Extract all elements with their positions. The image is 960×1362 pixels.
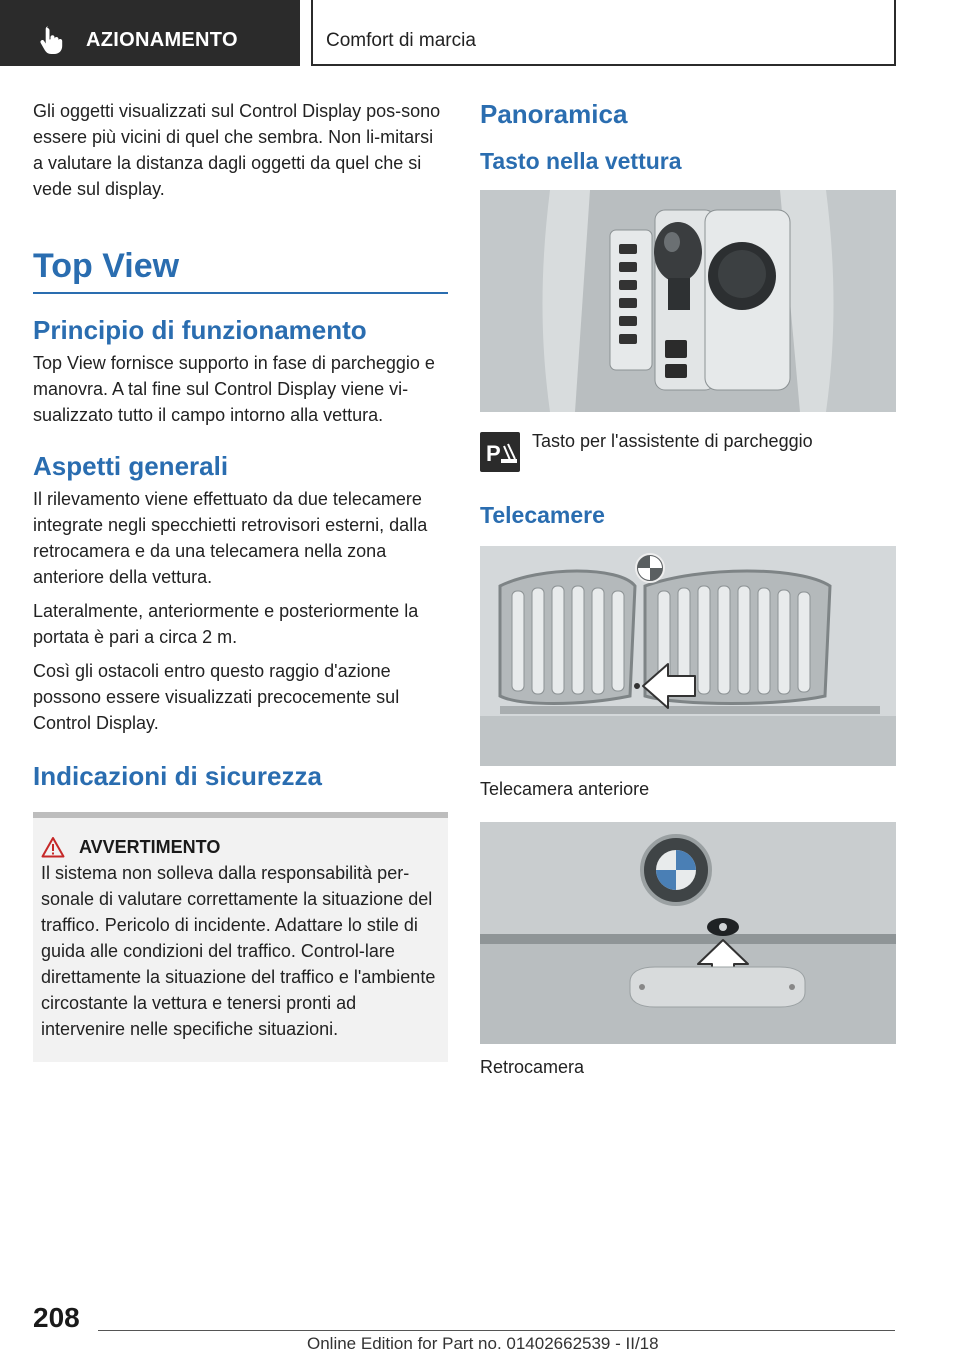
center-console-photo — [480, 190, 896, 412]
overview-heading: Panoramica — [480, 99, 628, 129]
right-column — [480, 98, 896, 1080]
page-number: 208 — [33, 1302, 80, 1333]
warning-triangle-icon — [41, 836, 65, 858]
cameras-heading: Telecamere — [480, 502, 605, 528]
principle-paragraph: Top View fornisce supporto in fase di parcheggio e manovra. A tal fine sul Control Display viene vi-sualizzato tutto il campo intorno alla vettura. — [33, 353, 435, 425]
general-heading: Aspetti generali — [33, 451, 229, 481]
page-heading: Top View — [33, 247, 180, 285]
safety-heading: Indicazioni di sicurezza — [33, 761, 322, 791]
left-column — [33, 98, 448, 1062]
hand-pointer-icon — [38, 26, 66, 56]
warning-text: Il sistema non solleva dalla responsabilità per-sonale di valutare correttamente la situazione del traffico. Pericolo di incidente. Adattare lo stile di guida alle condizioni del traffico. Control-lare direttamente la situazione del traffico e l'ambiente circostante la vettura e tenersi pronti ad intervenire nelle specifiche situazioni. — [41, 863, 436, 1039]
front-camera-caption: Telecamera anteriore — [480, 779, 650, 799]
general-paragraph-1: Il rilevamento viene effettuato da due telecamere integrate negli specchietti retrovisori esterni, dalla retrocamera e da una telecamera nella zona anteriore della vettura. — [33, 489, 428, 587]
edition-note: Online Edition for Part no. 01402662539 - II/18 — [307, 1334, 659, 1353]
warning-title: AVVERTIMENTO — [79, 836, 221, 857]
chapter-title: Comfort di marcia — [326, 30, 476, 51]
warning-box — [33, 812, 448, 1062]
footer-divider — [98, 1330, 895, 1331]
rear-camera-caption: Retrocamera — [480, 1057, 585, 1077]
section-title: AZIONAMENTO — [86, 29, 238, 51]
intro-paragraph: Gli oggetti visualizzati sul Control Display pos-sono essere più vicini di quel che sembra. Non li-mitarsi a valutare la distanza dagli oggetti da quel che si vede sul display. — [33, 101, 441, 199]
front-camera-photo — [480, 546, 896, 766]
general-paragraph-3: Così gli ostacoli entro questo raggio d'azione possono essere visualizzati precocemente sul Control Display. — [33, 661, 400, 733]
parking-assistant-button-icon — [480, 432, 520, 472]
svg-text:P: P — [486, 441, 501, 466]
general-paragraph-2: Lateralmente, anteriormente e posteriormente la portata è pari a circa 2 m. — [33, 601, 419, 647]
button-caption-row — [480, 432, 896, 472]
heading-divider — [33, 292, 448, 294]
button-caption: Tasto per l'assistente di parcheggio — [532, 431, 813, 451]
button-heading: Tasto nella vettura — [480, 148, 682, 174]
principle-heading: Principio di funzionamento — [33, 315, 367, 345]
rear-camera-photo — [480, 822, 896, 1044]
